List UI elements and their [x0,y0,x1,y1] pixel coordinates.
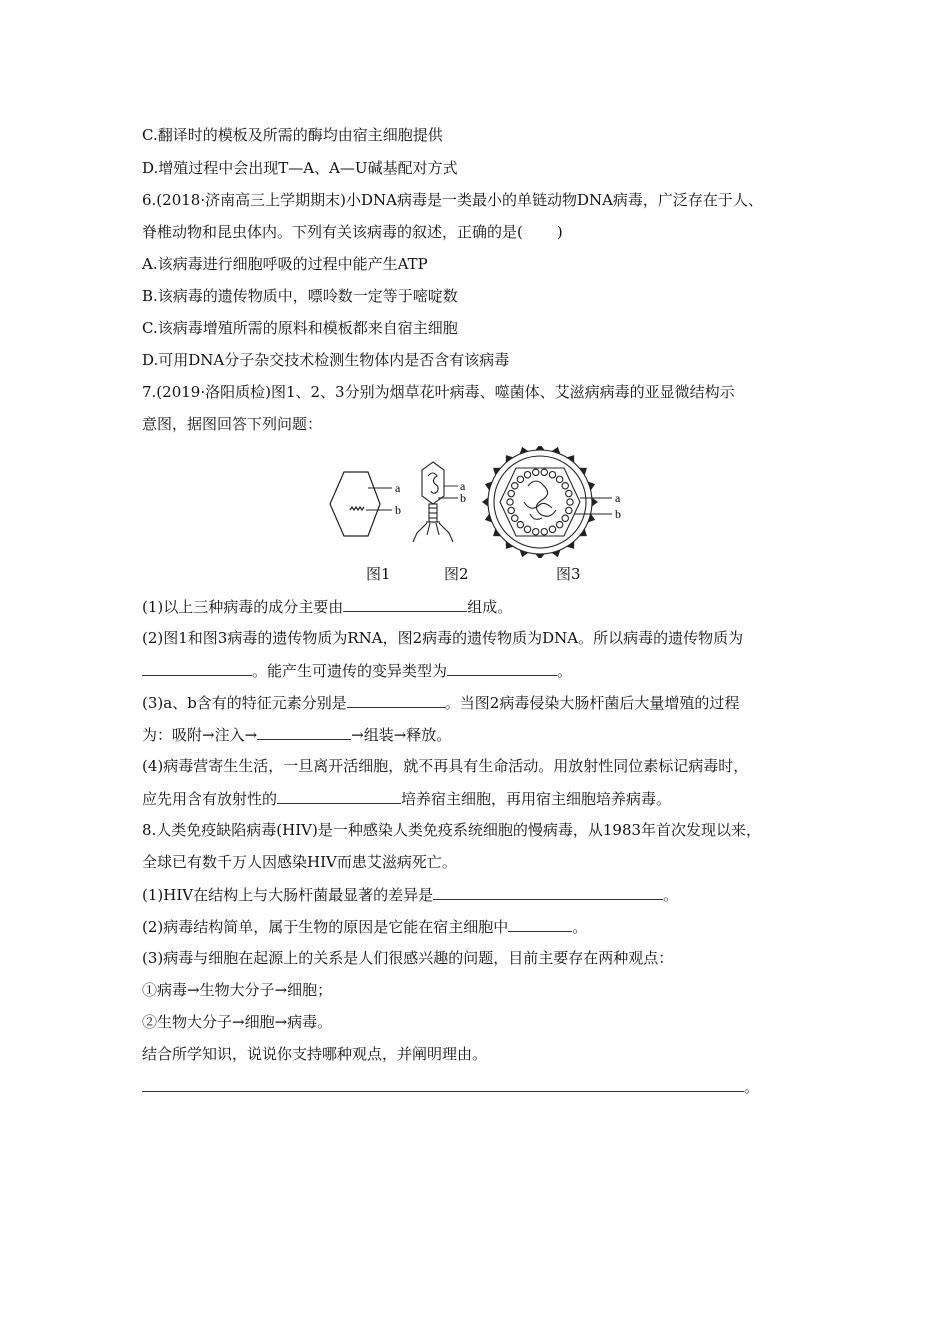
q7-3-process-end: →组装→释放。 [351,726,452,744]
question-6-stem-line2 [142,222,563,242]
question-8-part1 [142,884,678,905]
capsid-granule [556,521,562,527]
capsid-granule [562,515,568,521]
capsid-granule [507,499,513,505]
figure1-label-a: a [395,481,401,495]
question-8-stem-line2: 全球已有数千万人因感染HIV而患艾滋病死亡。 [142,853,457,871]
capsid-granule [512,515,518,521]
question-6-option-b: B.该病毒的遗传物质中，嘌呤数一定等于嘧啶数 [142,287,458,305]
option-d-prev: D.增殖过程中会出现T—A、A—U碱基配对方式 [142,159,458,177]
q8-2-text-end: 。 [572,918,588,936]
figure3-caption: 图3 [556,565,581,583]
envelope-spike [506,455,514,463]
figure2-label-a: a [460,479,466,493]
q8-1-text-end: 。 [663,886,679,904]
figure3-hiv-diagram [482,446,612,558]
q7-2-text-end: 。 [557,662,573,680]
q7-3-answer-blank-2[interactable] [257,724,351,740]
q8-1-text: (1)HIV在结构上与大肠杆菌最显著的差异是 [142,886,434,904]
capsid-granule [566,507,572,513]
envelope-spike [535,554,544,558]
question-8-viewpoint-1: ①病毒→生物大分子→细胞； [142,981,333,999]
q7-2-text-mid: 。能产生可遗传的变异类型为 [252,662,448,680]
question-8-prompt: 结合所学知识，说说你支持哪种观点，并阐明理由。 [142,1045,488,1063]
question-8-stem-line1: 8.人类免疫缺陷病毒(HIV)是一种感染人类免疫系统细胞的慢病毒，从1983年首次发现以来， [142,821,762,839]
envelope-spike [592,497,598,506]
envelope-spike [493,529,501,537]
capsid-granule [533,469,539,475]
capsid-granule [562,483,568,489]
question-6-stem-text: 脊椎动物和昆虫体内。下列有关该病毒的叙述，正确的是( [142,223,523,241]
question-8-part2 [142,916,587,937]
question-8-viewpoint-2: ②生物大分子→细胞→病毒。 [142,1013,333,1031]
q7-4-answer-blank[interactable] [277,788,401,804]
capsid-granule [524,526,530,532]
q7-4-text: 应先用含有放射性的 [142,790,278,808]
question-7-stem-line2: 意图，据图回答下列问题： [142,415,323,433]
q7-3-answer-blank-1[interactable] [347,692,445,708]
question-6-paren-close: ) [556,223,563,241]
figure1-tmv-diagram [330,472,392,536]
envelope-spike [567,541,575,549]
q8-4-text-end: 。 [744,1078,760,1096]
capsid-granule [567,499,573,505]
question-7-part2-line1: (2)图1和图3病毒的遗传物质为RNA，图2病毒的遗传物质为DNA。所以病毒的遗传物质为 [142,629,744,647]
capsid-granule [541,469,547,475]
capsid-granule [517,476,523,482]
question-6-option-d: D.可用DNA分子杂交技术检测生物体内是否含有该病毒 [142,351,510,369]
question-7-part4-line2 [142,788,671,809]
question-7-part2-line2 [142,660,572,681]
question-6-option-a: A.该病毒进行细胞呼吸的过程中能产生ATP [142,255,428,273]
figure1-caption: 图1 [366,565,391,583]
q7-4-text-end: 培养宿主细胞，再用宿主细胞培养病毒。 [401,790,672,808]
q8-1-answer-blank[interactable] [433,884,663,900]
q7-3-text-mid: 。当图2病毒侵染大肠杆菌后大量增殖的过程 [444,694,740,712]
capsid-granule [549,472,555,478]
figure3-label-b: b [615,507,621,521]
capsid-granule [508,490,514,496]
question-7-part4-line1: (4)病毒营寄生生活，一旦离开活细胞，就不再具有生命活动。用放射性同位素标记病毒时， [142,757,749,775]
envelope-spike [493,468,501,476]
capsid-granule [524,472,530,478]
capsid-granule [517,521,523,527]
envelope-spike [506,541,514,549]
envelope-spike [579,468,587,476]
q8-2-answer-blank[interactable] [508,916,572,932]
capsid-granule [566,490,572,496]
q7-2-answer-blank-2[interactable] [447,660,557,676]
figure2-label-b: b [460,491,466,505]
q8-4-answer-blank[interactable] [142,1076,744,1092]
q7-3-process-start: 为：吸附→注入→ [142,726,258,744]
question-7-part3-line1 [142,692,739,713]
figure3-label-a: a [615,491,621,505]
q7-3-text: (3)a、b含有的特征元素分别是 [142,694,347,712]
envelope-spike [567,455,575,463]
q7-1-answer-blank[interactable] [343,596,467,612]
capsid-granule [512,483,518,489]
envelope-spike [579,529,587,537]
option-c-prev: C.翻译时的模板及所需的酶均由宿主细胞提供 [142,126,443,144]
q7-2-answer-blank-1[interactable] [142,660,252,676]
figure2-caption: 图2 [444,565,469,583]
envelope-spike [535,446,544,450]
capsid-granule [556,476,562,482]
question-6-option-c: C.该病毒增殖所需的原料和模板都来自宿主细胞 [142,319,458,337]
capsid-granule [533,528,539,534]
capsid-granule [549,526,555,532]
figure1-label-b: b [395,503,401,517]
figure2-phage-diagram [413,462,458,542]
envelope-spike [482,497,488,506]
question-8-part3: (3)病毒与细胞在起源上的关系是人们很感兴趣的问题，目前主要存在两种观点： [142,949,674,967]
question-8-answer-line [142,1076,759,1097]
question-7-stem-line1: 7.(2019·洛阳质检)图1、2、3分别为烟草花叶病毒、噬菌体、艾滋病病毒的亚显微结构示 [142,383,735,401]
question-7-part1 [142,596,512,617]
q7-1-text-end: 组成。 [467,598,513,616]
capsid-granule [508,507,514,513]
question-7-part3-line2 [142,724,451,745]
q8-2-text: (2)病毒结构简单，属于生物的原因是它能在宿主细胞中 [142,918,509,936]
q7-1-text: (1)以上三种病毒的成分主要由 [142,598,344,616]
virus-structure-figure [318,446,638,558]
capsid-granule [541,528,547,534]
question-6-stem-line1: 6.(2018·济南高三上学期期末)小DNA病毒是一类最小的单链动物DNA病毒，广泛存在于人、 [142,191,763,209]
